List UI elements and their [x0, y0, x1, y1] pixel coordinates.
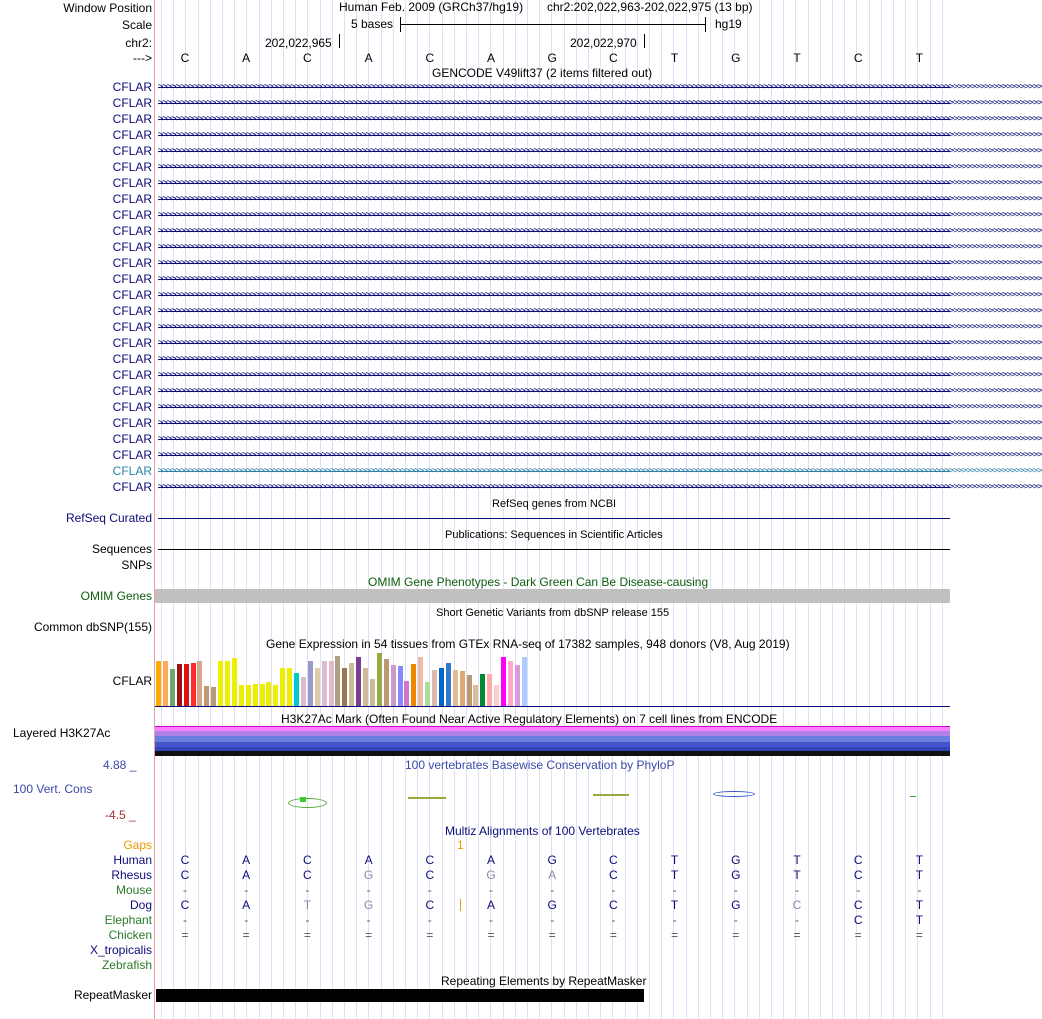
gencode-strand-arrows: >>>>>>>>>>>>>>>>>>>>>>>>>>>>>>>>>>>>>>>>>>>>>>>>>>>>>>>>>>>>>>>>>>>>>>>>>>>>>>>>>>>>>>>>>>>>>>>>>>>>>>>>>>>>>>>>>>>>>>>>>>>>>>>>>>>>>>>>>>>>>>>>>>>>>>>>>>>>>>>>>>>>>>>>>>>>>>>>>>>>>>>>>>>>>>>>>>>>>>>> [158, 290, 1042, 300]
scale-text: 5 bases [351, 17, 394, 31]
gtex-baseline [155, 706, 950, 707]
gtex-tissue-bar[interactable] [467, 675, 472, 706]
aligned-base: A [486, 898, 495, 912]
aligned-base: G [486, 868, 496, 882]
gtex-tissue-bar[interactable] [301, 677, 306, 706]
gtex-tissue-bar[interactable] [425, 682, 430, 706]
gencode-strand-arrows: >>>>>>>>>>>>>>>>>>>>>>>>>>>>>>>>>>>>>>>>>>>>>>>>>>>>>>>>>>>>>>>>>>>>>>>>>>>>>>>>>>>>>>>>>>>>>>>>>>>>>>>>>>>>>>>>>>>>>>>>>>>>>>>>>>>>>>>>>>>>>>>>>>>>>>>>>>>>>>>>>>>>>>>>>>>>>>>>>>>>>>>>>>>>>>>>>>>>>>>> [158, 146, 1042, 156]
aligned-base: - [244, 913, 249, 927]
aligned-base: C [303, 868, 312, 882]
aligned-base: C [303, 853, 312, 867]
aligned-base: T [793, 868, 801, 882]
h3k27ac-signal[interactable] [155, 726, 950, 756]
gencode-strand-arrows: >>>>>>>>>>>>>>>>>>>>>>>>>>>>>>>>>>>>>>>>>>>>>>>>>>>>>>>>>>>>>>>>>>>>>>>>>>>>>>>>>>>>>>>>>>>>>>>>>>>>>>>>>>>>>>>>>>>>>>>>>>>>>>>>>>>>>>>>>>>>>>>>>>>>>>>>>>>>>>>>>>>>>>>>>>>>>>>>>>>>>>>>>>>>>>>>>>>>>>>> [158, 194, 1042, 204]
aligned-base: - [611, 913, 616, 927]
gtex-tissue-bar[interactable] [404, 681, 409, 706]
gtex-tissue-bar[interactable] [322, 661, 327, 706]
aligned-base: C [425, 853, 435, 867]
sequence-base: T [915, 51, 924, 65]
gencode-item-label[interactable]: CFLAR [112, 176, 152, 190]
gtex-tissue-bar[interactable] [411, 664, 416, 706]
gtex-title: Gene Expression in 54 tissues from GTEx RNA-seq of 17382 samples, 948 donors (V8, Aug 2019) [266, 637, 790, 651]
gencode-strand-arrows: >>>>>>>>>>>>>>>>>>>>>>>>>>>>>>>>>>>>>>>>>>>>>>>>>>>>>>>>>>>>>>>>>>>>>>>>>>>>>>>>>>>>>>>>>>>>>>>>>>>>>>>>>>>>>>>>>>>>>>>>>>>>>>>>>>>>>>>>>>>>>>>>>>>>>>>>>>>>>>>>>>>>>>>>>>>>>>>>>>>>>>>>>>>>>>>>>>>>>>>> [158, 82, 1042, 92]
species-label-mouse[interactable]: Mouse [115, 883, 152, 897]
gencode-item-label[interactable]: CFLAR [112, 416, 152, 430]
aligned-base: G [363, 868, 374, 882]
gencode-item-label[interactable]: CFLAR [112, 272, 152, 286]
gencode-item-label[interactable]: CFLAR [112, 448, 152, 462]
aligned-base: G [731, 868, 741, 882]
aligned-base: - [611, 883, 616, 897]
coord-label-2: 202,022,970 [570, 36, 637, 50]
assembly-text: Human Feb. 2009 (GRCh37/hg19) [339, 0, 524, 14]
db-text: hg19 [715, 17, 742, 31]
gtex-tissue-bar[interactable] [163, 661, 168, 706]
sequence-base: G [547, 51, 557, 65]
dog-insertion-marker [460, 899, 461, 911]
aligned-base: T [915, 853, 924, 867]
gencode-item-label[interactable]: CFLAR [112, 192, 152, 206]
gtex-tissue-bar[interactable] [273, 685, 278, 706]
gtex-tissue-bar[interactable] [246, 685, 251, 706]
aligned-base: G [547, 853, 557, 867]
gencode-item-label[interactable]: CFLAR [112, 384, 152, 398]
gtex-tissue-bar[interactable] [294, 673, 299, 706]
aligned-base: A [548, 868, 557, 882]
aligned-base: - [672, 883, 677, 897]
gencode-item-label[interactable]: CFLAR [112, 208, 152, 222]
gtex-tissue-bar[interactable] [453, 670, 458, 706]
aligned-base: T [670, 868, 679, 882]
h3k27ac-top-edge [155, 726, 950, 727]
aligned-base: - [305, 883, 310, 897]
gencode-strand-arrows: >>>>>>>>>>>>>>>>>>>>>>>>>>>>>>>>>>>>>>>>>>>>>>>>>>>>>>>>>>>>>>>>>>>>>>>>>>>>>>>>>>>>>>>>>>>>>>>>>>>>>>>>>>>>>>>>>>>>>>>>>>>>>>>>>>>>>>>>>>>>>>>>>>>>>>>>>>>>>>>>>>>>>>>>>>>>>>>>>>>>>>>>>>>>>>>>>>>>>>>> [158, 434, 1042, 444]
gtex-tissue-bar[interactable] [356, 657, 361, 706]
phylop-glyph-1-fill [300, 797, 306, 802]
gencode-item-label[interactable]: CFLAR [112, 96, 152, 110]
multiz-title: Multiz Alignments of 100 Vertebrates [445, 824, 640, 838]
aligned-base: C [792, 898, 802, 912]
aligned-base: - [489, 883, 493, 897]
repeatmasker-label[interactable]: RepeatMasker [73, 988, 152, 1002]
gtex-tissue-bar[interactable] [398, 666, 403, 706]
gencode-strand-arrows: >>>>>>>>>>>>>>>>>>>>>>>>>>>>>>>>>>>>>>>>>>>>>>>>>>>>>>>>>>>>>>>>>>>>>>>>>>>>>>>>>>>>>>>>>>>>>>>>>>>>>>>>>>>>>>>>>>>>>>>>>>>>>>>>>>>>>>>>>>>>>>>>>>>>>>>>>>>>>>>>>>>>>>>>>>>>>>>>>>>>>>>>>>>>>>>>>>>>>>>> [158, 354, 1042, 364]
aligned-base: = [793, 928, 801, 942]
refseq-gene-line[interactable] [158, 518, 950, 519]
aligned-base: = [303, 928, 311, 942]
aligned-base: T [670, 853, 679, 867]
gtex-tissue-bar[interactable] [494, 685, 499, 706]
aligned-base: G [363, 898, 374, 912]
aligned-base: = [671, 928, 679, 942]
aligned-base: - [366, 883, 371, 897]
aligned-base: G [731, 853, 741, 867]
species-label-human[interactable]: Human [113, 853, 152, 867]
gencode-strand-arrows: >>>>>>>>>>>>>>>>>>>>>>>>>>>>>>>>>>>>>>>>>>>>>>>>>>>>>>>>>>>>>>>>>>>>>>>>>>>>>>>>>>>>>>>>>>>>>>>>>>>>>>>>>>>>>>>>>>>>>>>>>>>>>>>>>>>>>>>>>>>>>>>>>>>>>>>>>>>>>>>>>>>>>>>>>>>>>>>>>>>>>>>>>>>>>>>>>>>>>>>> [158, 258, 1042, 268]
aligned-base: = [426, 928, 434, 942]
sequence-base: T [670, 51, 679, 65]
gencode-strand-arrows: >>>>>>>>>>>>>>>>>>>>>>>>>>>>>>>>>>>>>>>>>>>>>>>>>>>>>>>>>>>>>>>>>>>>>>>>>>>>>>>>>>>>>>>>>>>>>>>>>>>>>>>>>>>>>>>>>>>>>>>>>>>>>>>>>>>>>>>>>>>>>>>>>>>>>>>>>>>>>>>>>>>>>>>>>>>>>>>>>>>>>>>>>>>>>>>>>>>>>>>> [158, 130, 1042, 140]
dbsnp-title: Short Genetic Variants from dbSNP release 155 [436, 607, 670, 619]
strand-label: ---> [133, 51, 152, 65]
snps-label[interactable]: SNPs [121, 558, 152, 572]
sequence-base: C [609, 51, 618, 65]
aligned-base: - [427, 883, 432, 897]
aligned-base: C [609, 898, 618, 912]
gtex-tissue-bar[interactable] [197, 661, 202, 706]
gencode-item-label[interactable]: CFLAR [112, 464, 152, 478]
gencode-strand-arrows: >>>>>>>>>>>>>>>>>>>>>>>>>>>>>>>>>>>>>>>>>>>>>>>>>>>>>>>>>>>>>>>>>>>>>>>>>>>>>>>>>>>>>>>>>>>>>>>>>>>>>>>>>>>>>>>>>>>>>>>>>>>>>>>>>>>>>>>>>>>>>>>>>>>>>>>>>>>>>>>>>>>>>>>>>>>>>>>>>>>>>>>>>>>>>>>>>>>>>>>> [158, 162, 1042, 172]
phylop-glyph-3 [593, 794, 629, 796]
aligned-base: - [305, 913, 310, 927]
gtex-tissue-bar[interactable] [480, 674, 485, 706]
gencode-item-label[interactable]: CFLAR [112, 240, 152, 254]
gtex-tissue-bar[interactable] [315, 668, 320, 706]
gencode-strand-arrows: >>>>>>>>>>>>>>>>>>>>>>>>>>>>>>>>>>>>>>>>>>>>>>>>>>>>>>>>>>>>>>>>>>>>>>>>>>>>>>>>>>>>>>>>>>>>>>>>>>>>>>>>>>>>>>>>>>>>>>>>>>>>>>>>>>>>>>>>>>>>>>>>>>>>>>>>>>>>>>>>>>>>>>>>>>>>>>>>>>>>>>>>>>>>>>>>>>>>>>>> [158, 450, 1042, 460]
sequence-base: C [180, 51, 190, 65]
gtex-tissue-bar[interactable] [335, 656, 340, 706]
gencode-strand-arrows: >>>>>>>>>>>>>>>>>>>>>>>>>>>>>>>>>>>>>>>>>>>>>>>>>>>>>>>>>>>>>>>>>>>>>>>>>>>>>>>>>>>>>>>>>>>>>>>>>>>>>>>>>>>>>>>>>>>>>>>>>>>>>>>>>>>>>>>>>>>>>>>>>>>>>>>>>>>>>>>>>>>>>>>>>>>>>>>>>>>>>>>>>>>>>>>>>>>>>>>> [158, 418, 1042, 428]
gtex-tissue-bar[interactable] [515, 665, 520, 706]
phylop-title: 100 vertebrates Basewise Conservation by PhyloP [405, 758, 675, 772]
gencode-strand-arrows: >>>>>>>>>>>>>>>>>>>>>>>>>>>>>>>>>>>>>>>>>>>>>>>>>>>>>>>>>>>>>>>>>>>>>>>>>>>>>>>>>>>>>>>>>>>>>>>>>>>>>>>>>>>>>>>>>>>>>>>>>>>>>>>>>>>>>>>>>>>>>>>>>>>>>>>>>>>>>>>>>>>>>>>>>>>>>>>>>>>>>>>>>>>>>>>>>>>>>>>> [158, 210, 1042, 220]
gencode-strand-arrows: >>>>>>>>>>>>>>>>>>>>>>>>>>>>>>>>>>>>>>>>>>>>>>>>>>>>>>>>>>>>>>>>>>>>>>>>>>>>>>>>>>>>>>>>>>>>>>>>>>>>>>>>>>>>>>>>>>>>>>>>>>>>>>>>>>>>>>>>>>>>>>>>>>>>>>>>>>>>>>>>>>>>>>>>>>>>>>>>>>>>>>>>>>>>>>>>>>>>>>>> [158, 114, 1042, 124]
gtex-tissue-bar[interactable] [156, 661, 161, 706]
aligned-base: - [244, 883, 249, 897]
h3k27ac-cell-line-layer [155, 751, 950, 756]
sequence-base: A [364, 51, 373, 65]
aligned-base: A [242, 853, 251, 867]
aligned-base: - [917, 883, 922, 897]
chr-label: chr2: [125, 36, 152, 50]
gtex-tissue-bar[interactable] [253, 684, 258, 706]
aligned-base: T [793, 853, 801, 867]
gtex-gene-label[interactable]: CFLAR [112, 674, 152, 688]
species-label-chicken[interactable]: Chicken [108, 928, 152, 942]
gtex-tissue-bar[interactable] [287, 668, 292, 706]
gtex-tissue-bar[interactable] [204, 686, 209, 706]
aligned-base: - [183, 913, 187, 927]
track-labels [0, 0, 155, 1019]
scale-label: Scale [121, 18, 152, 32]
sequences-label[interactable]: Sequences [91, 542, 152, 556]
phylop-glyph-4 [713, 791, 755, 797]
aligned-base: C [425, 868, 435, 882]
aligned-base: = [242, 928, 250, 942]
gtex-tissue-bar[interactable] [439, 668, 444, 706]
gencode-strand-arrows: >>>>>>>>>>>>>>>>>>>>>>>>>>>>>>>>>>>>>>>>>>>>>>>>>>>>>>>>>>>>>>>>>>>>>>>>>>>>>>>>>>>>>>>>>>>>>>>>>>>>>>>>>>>>>>>>>>>>>>>>>>>>>>>>>>>>>>>>>>>>>>>>>>>>>>>>>>>>>>>>>>>>>>>>>>>>>>>>>>>>>>>>>>>>>>>>>>>>>>>> [158, 386, 1042, 396]
gencode-item-label[interactable]: CFLAR [112, 432, 152, 446]
aligned-base: C [853, 898, 863, 912]
gencode-strand-arrows: >>>>>>>>>>>>>>>>>>>>>>>>>>>>>>>>>>>>>>>>>>>>>>>>>>>>>>>>>>>>>>>>>>>>>>>>>>>>>>>>>>>>>>>>>>>>>>>>>>>>>>>>>>>>>>>>>>>>>>>>>>>>>>>>>>>>>>>>>>>>>>>>>>>>>>>>>>>>>>>>>>>>>>>>>>>>>>>>>>>>>>>>>>>>>>>>>>>>>>>> [158, 338, 1042, 348]
gencode-item-label[interactable]: CFLAR [112, 288, 152, 302]
aligned-base: = [609, 928, 617, 942]
coord-label-1: 202,022,965 [265, 36, 332, 50]
aligned-base: C [425, 898, 435, 912]
sequence-base: G [731, 51, 741, 65]
omim-genes-label[interactable]: OMIM Genes [80, 589, 152, 603]
aligned-base: A [486, 853, 495, 867]
aligned-base: = [854, 928, 862, 942]
layered-h3k27ac-label[interactable]: Layered H3K27Ac [13, 726, 111, 740]
aligned-base: T [915, 913, 924, 927]
gtex-tissue-bar[interactable] [308, 661, 313, 706]
gtex-tissue-bar[interactable] [508, 661, 513, 706]
gencode-strand-arrows: >>>>>>>>>>>>>>>>>>>>>>>>>>>>>>>>>>>>>>>>>>>>>>>>>>>>>>>>>>>>>>>>>>>>>>>>>>>>>>>>>>>>>>>>>>>>>>>>>>>>>>>>>>>>>>>>>>>>>>>>>>>>>>>>>>>>>>>>>>>>>>>>>>>>>>>>>>>>>>>>>>>>>>>>>>>>>>>>>>>>>>>>>>>>>>>>>>>>>>>> [158, 402, 1042, 412]
refseq-curated-label[interactable]: RefSeq Curated [65, 511, 152, 525]
common-dbsnp-label[interactable]: Common dbSNP(155) [33, 620, 152, 634]
gencode-item-label[interactable]: CFLAR [112, 352, 152, 366]
repeatmasker-element[interactable] [156, 989, 644, 1002]
gtex-tissue-bar[interactable] [211, 687, 216, 706]
gencode-item-label[interactable]: CFLAR [112, 128, 152, 142]
aligned-base: = [365, 928, 373, 942]
gtex-bar-chart[interactable] [155, 653, 555, 706]
gtex-tissue-bar[interactable] [446, 663, 451, 706]
aligned-base: - [795, 913, 799, 927]
gencode-item-label[interactable]: CFLAR [112, 160, 152, 174]
gencode-title: GENCODE V49lift37 (2 items filtered out) [432, 66, 653, 80]
aligned-base: = [181, 928, 189, 942]
sequence-base: C [425, 51, 435, 65]
scale-bar-right-tick [705, 17, 706, 32]
gtex-tissue-bar[interactable] [225, 661, 230, 706]
aligned-base: C [853, 913, 863, 927]
phylop-glyph-1 [288, 798, 327, 808]
gencode-item-label[interactable]: CFLAR [112, 112, 152, 126]
coord-tick-1 [339, 34, 340, 48]
aligned-base: = [548, 928, 556, 942]
sequence-base: C [853, 51, 863, 65]
gencode-item-label[interactable]: CFLAR [112, 368, 152, 382]
gtex-tissue-bar[interactable] [177, 664, 182, 706]
aligned-base: = [487, 928, 495, 942]
phylop-ymax: 4.88 _ [103, 758, 137, 772]
aligned-base: C [609, 853, 618, 867]
omim-title: OMIM Gene Phenotypes - Dark Green Can Be Disease-causing [368, 575, 709, 589]
gtex-tissue-bar[interactable] [329, 661, 334, 706]
gtex-tissue-bar[interactable] [280, 668, 285, 706]
gencode-strand-arrows: >>>>>>>>>>>>>>>>>>>>>>>>>>>>>>>>>>>>>>>>>>>>>>>>>>>>>>>>>>>>>>>>>>>>>>>>>>>>>>>>>>>>>>>>>>>>>>>>>>>>>>>>>>>>>>>>>>>>>>>>>>>>>>>>>>>>>>>>>>>>>>>>>>>>>>>>>>>>>>>>>>>>>>>>>>>>>>>>>>>>>>>>>>>>>>>>>>>>>>>> [158, 370, 1042, 380]
gencode-strand-arrows: >>>>>>>>>>>>>>>>>>>>>>>>>>>>>>>>>>>>>>>>>>>>>>>>>>>>>>>>>>>>>>>>>>>>>>>>>>>>>>>>>>>>>>>>>>>>>>>>>>>>>>>>>>>>>>>>>>>>>>>>>>>>>>>>>>>>>>>>>>>>>>>>>>>>>>>>>>>>>>>>>>>>>>>>>>>>>>>>>>>>>>>>>>>>>>>>>>>>>>>> [158, 178, 1042, 188]
aligned-base: C [180, 853, 190, 867]
vert-cons-label[interactable]: 100 Vert. Cons [13, 782, 93, 796]
gencode-strand-arrows: >>>>>>>>>>>>>>>>>>>>>>>>>>>>>>>>>>>>>>>>>>>>>>>>>>>>>>>>>>>>>>>>>>>>>>>>>>>>>>>>>>>>>>>>>>>>>>>>>>>>>>>>>>>>>>>>>>>>>>>>>>>>>>>>>>>>>>>>>>>>>>>>>>>>>>>>>>>>>>>>>>>>>>>>>>>>>>>>>>>>>>>>>>>>>>>>>>>>>>>> [158, 242, 1042, 252]
sequence-base: T [793, 51, 801, 65]
h3k27ac-title: H3K27Ac Mark (Often Found Near Active Regulatory Elements) on 7 cell lines from ENCODE [281, 712, 778, 726]
gencode-item-label[interactable]: CFLAR [112, 144, 152, 158]
gtex-tissue-bar[interactable] [377, 653, 382, 706]
gencode-item-label[interactable]: CFLAR [112, 480, 152, 494]
publications-title: Publications: Sequences in Scientific Articles [445, 529, 663, 541]
gtex-tissue-bar[interactable] [260, 684, 265, 706]
refseq-title: RefSeq genes from NCBI [492, 498, 617, 510]
aligned-base: - [795, 883, 799, 897]
gencode-strand-arrows: >>>>>>>>>>>>>>>>>>>>>>>>>>>>>>>>>>>>>>>>>>>>>>>>>>>>>>>>>>>>>>>>>>>>>>>>>>>>>>>>>>>>>>>>>>>>>>>>>>>>>>>>>>>>>>>>>>>>>>>>>>>>>>>>>>>>>>>>>>>>>>>>>>>>>>>>>>>>>>>>>>>>>>>>>>>>>>>>>>>>>>>>>>>>>>>>>>>>>>>> [158, 306, 1042, 316]
gtex-tissue-bar[interactable] [370, 679, 375, 706]
gtex-tissue-bar[interactable] [432, 670, 437, 706]
sequence-base: C [303, 51, 312, 65]
gencode-item-label[interactable]: CFLAR [112, 304, 152, 318]
gencode-item-label[interactable]: CFLAR [112, 400, 152, 414]
gtex-tissue-bar[interactable] [239, 685, 244, 706]
gtex-tissue-bar[interactable] [218, 661, 223, 706]
gencode-item-label[interactable]: CFLAR [112, 224, 152, 238]
aligned-base: A [242, 868, 251, 882]
species-label-rhesus[interactable]: Rhesus [111, 868, 152, 882]
gencode-strand-arrows: >>>>>>>>>>>>>>>>>>>>>>>>>>>>>>>>>>>>>>>>>>>>>>>>>>>>>>>>>>>>>>>>>>>>>>>>>>>>>>>>>>>>>>>>>>>>>>>>>>>>>>>>>>>>>>>>>>>>>>>>>>>>>>>>>>>>>>>>>>>>>>>>>>>>>>>>>>>>>>>>>>>>>>>>>>>>>>>>>>>>>>>>>>>>>>>>>>>>>>>> [158, 482, 1042, 492]
aligned-base: A [364, 853, 373, 867]
gap-marker: 1 [457, 838, 464, 852]
species-label-dog[interactable]: Dog [129, 898, 152, 912]
scale-bar-left-tick [400, 17, 401, 32]
position-text: chr2:202,022,963-202,022,975 (13 bp) [547, 0, 753, 14]
aligned-base: C [853, 853, 863, 867]
gtex-tissue-bar[interactable] [349, 663, 354, 706]
gtex-tissue-bar[interactable] [342, 668, 347, 706]
gencode-item-label[interactable]: CFLAR [112, 80, 152, 94]
gtex-tissue-bar[interactable] [391, 665, 396, 706]
aligned-base: T [915, 868, 924, 882]
species-label-zebrafish[interactable]: Zebrafish [101, 958, 152, 972]
gtex-tissue-bar[interactable] [170, 669, 175, 706]
gtex-tissue-bar[interactable] [418, 657, 423, 706]
species-label-elephant[interactable]: Elephant [104, 913, 152, 927]
species-label-x_tropicalis[interactable]: X_tropicalis [89, 943, 152, 957]
omim-gene-bar[interactable] [155, 589, 950, 603]
gtex-tissue-bar[interactable] [191, 663, 196, 706]
window-position-label: Window Position [63, 1, 152, 15]
aligned-base: - [550, 883, 555, 897]
gtex-tissue-bar[interactable] [232, 658, 237, 706]
phylop-ymin: -4.5 _ [105, 808, 136, 822]
gencode-strand-arrows: >>>>>>>>>>>>>>>>>>>>>>>>>>>>>>>>>>>>>>>>>>>>>>>>>>>>>>>>>>>>>>>>>>>>>>>>>>>>>>>>>>>>>>>>>>>>>>>>>>>>>>>>>>>>>>>>>>>>>>>>>>>>>>>>>>>>>>>>>>>>>>>>>>>>>>>>>>>>>>>>>>>>>>>>>>>>>>>>>>>>>>>>>>>>>>>>>>>>>>>> [158, 466, 1042, 476]
gencode-strand-arrows: >>>>>>>>>>>>>>>>>>>>>>>>>>>>>>>>>>>>>>>>>>>>>>>>>>>>>>>>>>>>>>>>>>>>>>>>>>>>>>>>>>>>>>>>>>>>>>>>>>>>>>>>>>>>>>>>>>>>>>>>>>>>>>>>>>>>>>>>>>>>>>>>>>>>>>>>>>>>>>>>>>>>>>>>>>>>>>>>>>>>>>>>>>>>>>>>>>>>>>>> [158, 226, 1042, 236]
aligned-base: - [672, 913, 677, 927]
scale-bar [400, 24, 706, 25]
sequence-base: A [486, 51, 495, 65]
gtex-tissue-bar[interactable] [460, 671, 465, 706]
gtex-tissue-bar[interactable] [473, 685, 478, 706]
aligned-base: C [180, 898, 190, 912]
aligned-base: C [609, 868, 618, 882]
gtex-tissue-bar[interactable] [501, 657, 506, 706]
repeatmasker-title: Repeating Elements by RepeatMasker [441, 974, 647, 988]
aligned-base: = [915, 928, 923, 942]
aligned-base: - [550, 913, 555, 927]
aligned-base: = [732, 928, 740, 942]
phylop-glyph-5 [910, 796, 916, 797]
aligned-base: C [853, 868, 863, 882]
gtex-tissue-bar[interactable] [266, 682, 271, 706]
aligned-base: - [733, 883, 738, 897]
gencode-strand-arrows: >>>>>>>>>>>>>>>>>>>>>>>>>>>>>>>>>>>>>>>>>>>>>>>>>>>>>>>>>>>>>>>>>>>>>>>>>>>>>>>>>>>>>>>>>>>>>>>>>>>>>>>>>>>>>>>>>>>>>>>>>>>>>>>>>>>>>>>>>>>>>>>>>>>>>>>>>>>>>>>>>>>>>>>>>>>>>>>>>>>>>>>>>>>>>>>>>>>>>>>> [158, 98, 1042, 108]
aligned-base: G [547, 898, 557, 912]
gencode-item-label[interactable]: CFLAR [112, 256, 152, 270]
aligned-base: - [366, 913, 371, 927]
gencode-strand-arrows: >>>>>>>>>>>>>>>>>>>>>>>>>>>>>>>>>>>>>>>>>>>>>>>>>>>>>>>>>>>>>>>>>>>>>>>>>>>>>>>>>>>>>>>>>>>>>>>>>>>>>>>>>>>>>>>>>>>>>>>>>>>>>>>>>>>>>>>>>>>>>>>>>>>>>>>>>>>>>>>>>>>>>>>>>>>>>>>>>>>>>>>>>>>>>>>>>>>>>>>> [158, 274, 1042, 284]
aligned-base: - [489, 913, 493, 927]
gtex-tissue-bar[interactable] [384, 659, 389, 706]
sequence-base: A [242, 51, 251, 65]
coord-tick-2 [644, 34, 645, 48]
aligned-base: - [427, 913, 432, 927]
gaps-label: Gaps [123, 838, 152, 852]
aligned-base: C [180, 868, 190, 882]
publications-line[interactable] [158, 549, 950, 550]
gencode-strand-arrows: >>>>>>>>>>>>>>>>>>>>>>>>>>>>>>>>>>>>>>>>>>>>>>>>>>>>>>>>>>>>>>>>>>>>>>>>>>>>>>>>>>>>>>>>>>>>>>>>>>>>>>>>>>>>>>>>>>>>>>>>>>>>>>>>>>>>>>>>>>>>>>>>>>>>>>>>>>>>>>>>>>>>>>>>>>>>>>>>>>>>>>>>>>>>>>>>>>>>>>>> [158, 322, 1042, 332]
gtex-tissue-bar[interactable] [487, 674, 492, 706]
gtex-tissue-bar[interactable] [363, 668, 368, 706]
aligned-base: T [915, 898, 924, 912]
aligned-base: - [856, 883, 861, 897]
aligned-base: T [303, 898, 312, 912]
aligned-base: - [733, 913, 738, 927]
phylop-glyph-2 [408, 797, 446, 799]
aligned-base: - [183, 883, 187, 897]
aligned-base: G [731, 898, 741, 912]
gencode-item-label[interactable]: CFLAR [112, 336, 152, 350]
gencode-item-label[interactable]: CFLAR [112, 320, 152, 334]
aligned-base: T [670, 898, 679, 912]
gtex-tissue-bar[interactable] [522, 657, 527, 706]
gtex-tissue-bar[interactable] [184, 664, 189, 706]
aligned-base: A [242, 898, 251, 912]
